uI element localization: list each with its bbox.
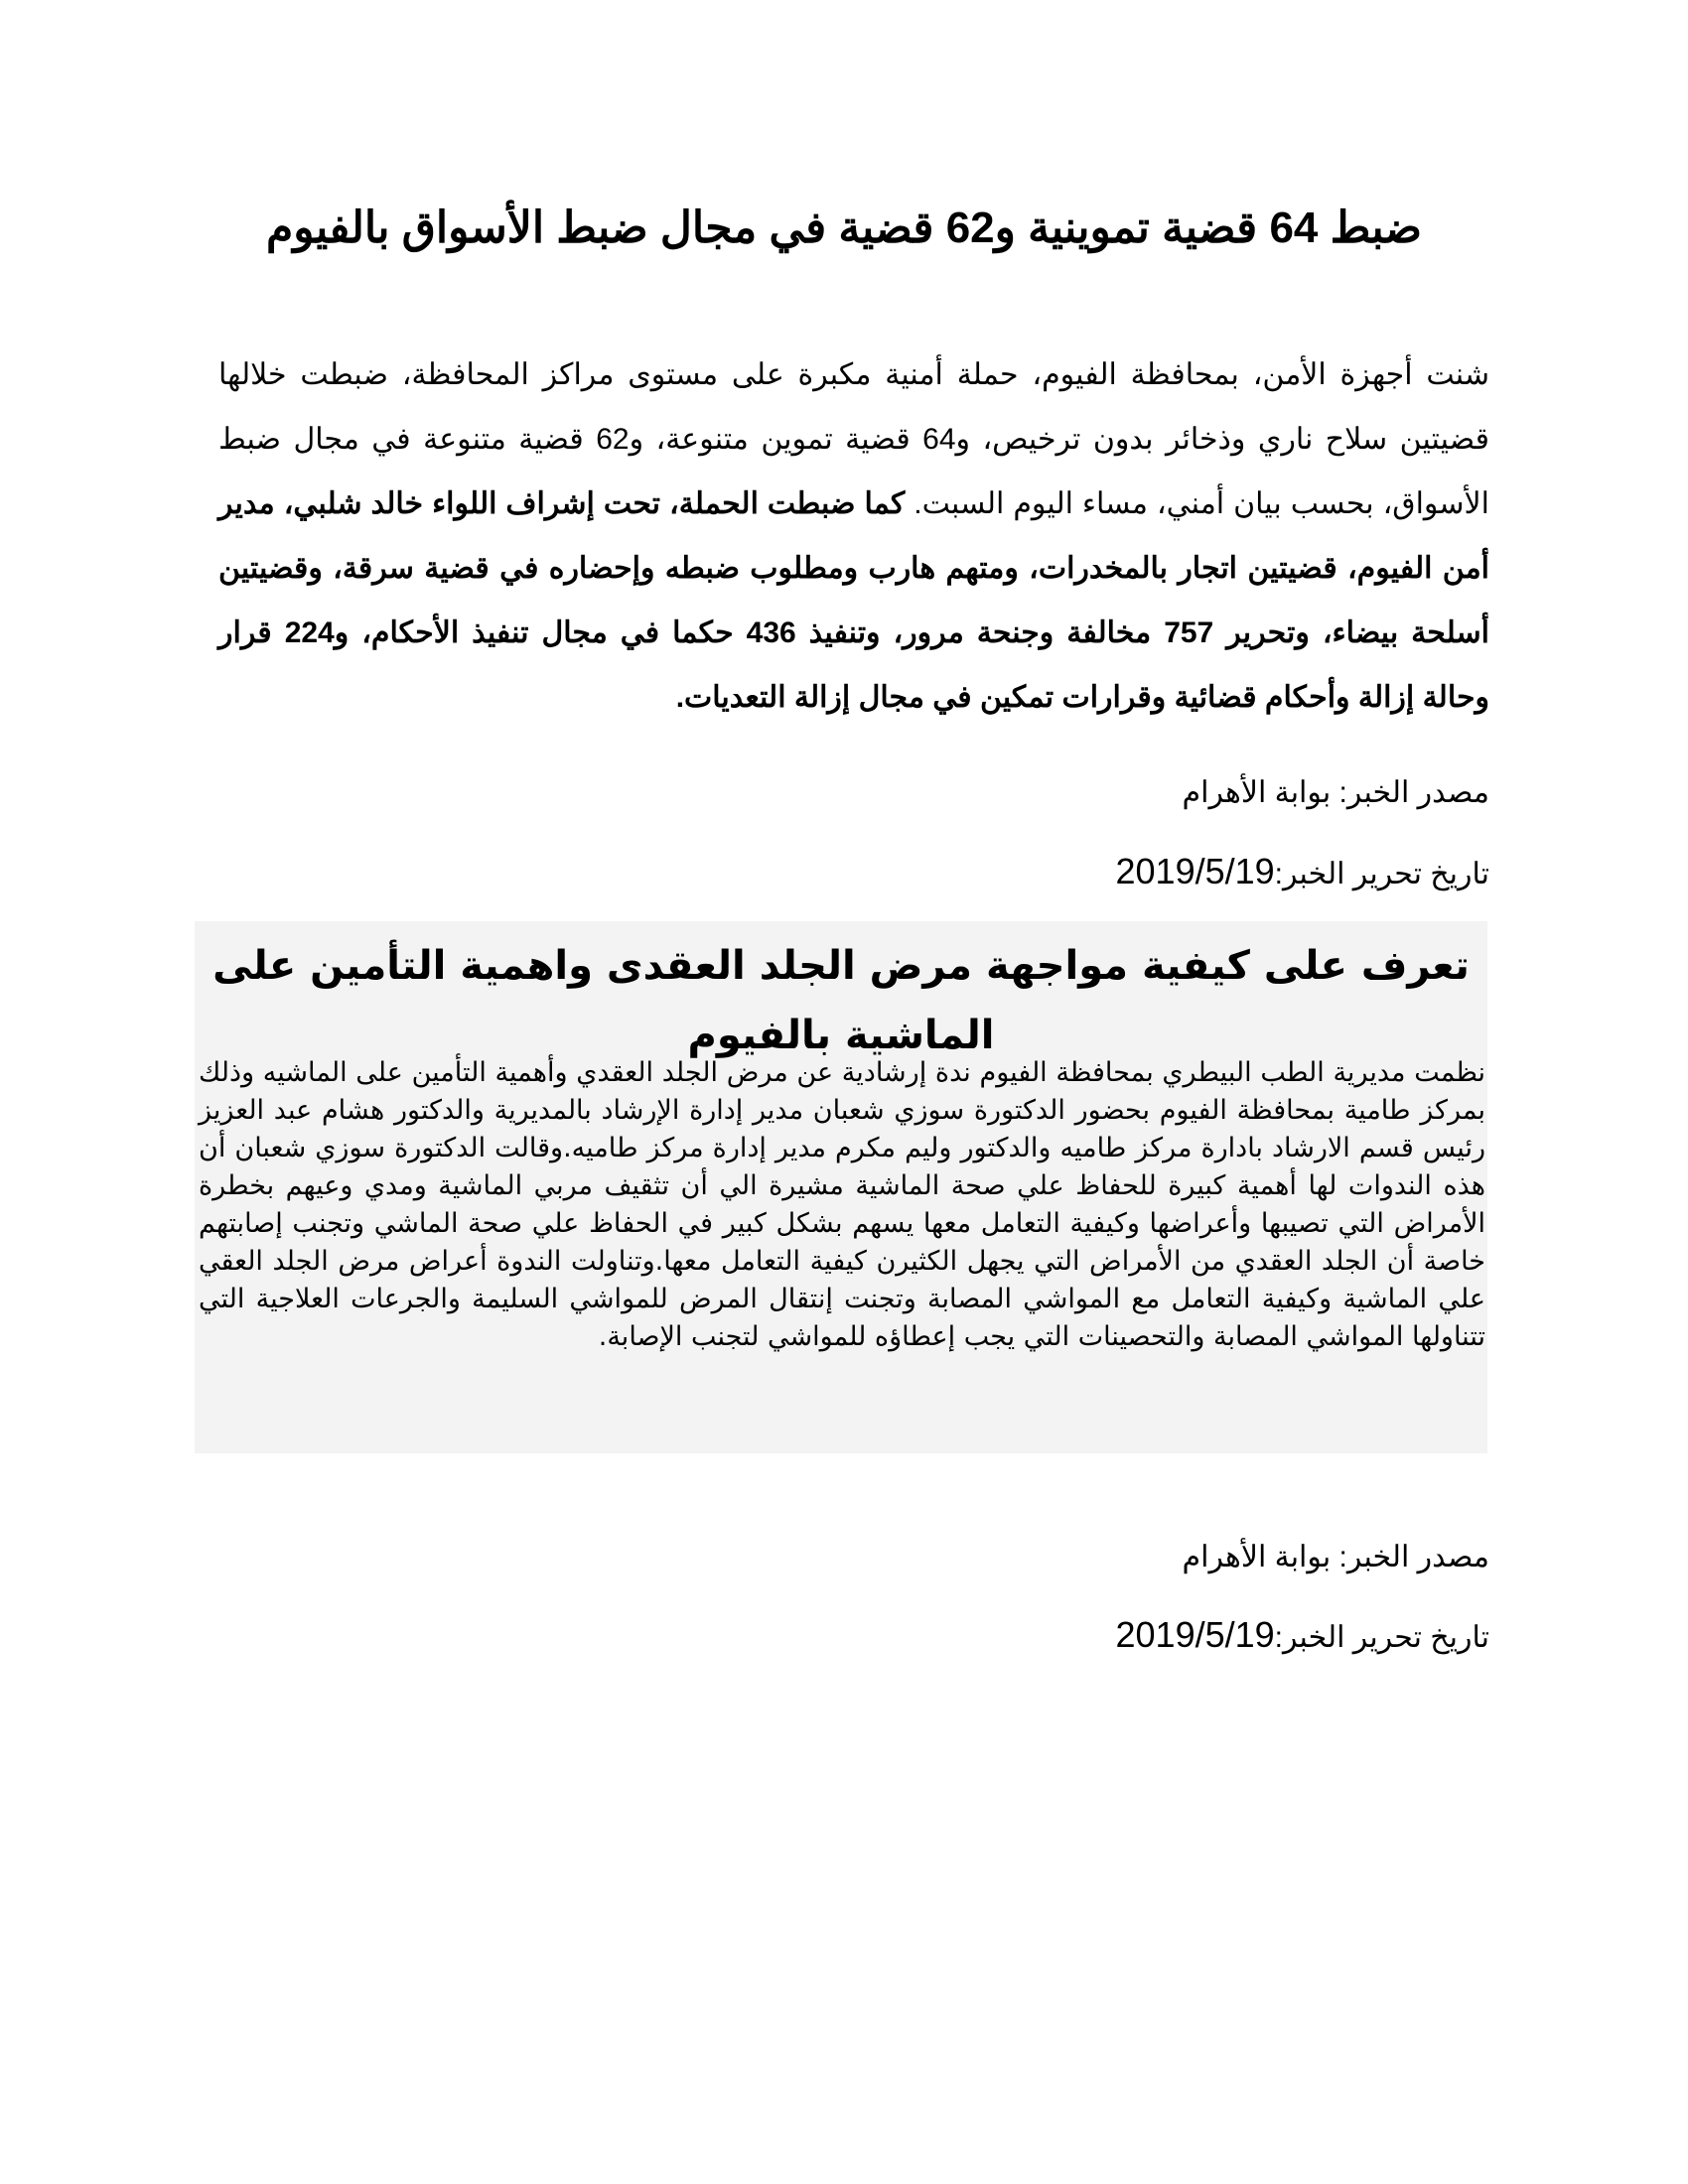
article-2-date-label: تاريخ تحرير الخبر:	[1274, 1621, 1489, 1654]
article-1-date-value: 2019/5/19	[1115, 851, 1275, 891]
article-2-date-value: 2019/5/19	[1115, 1614, 1275, 1655]
article-1-body-bold: كما ضبطت الحملة، تحت إشراف اللواء خالد شلبي، مدير أمن الفيوم، قضيتين اتجار بالمخدرات، ومتهم هارب ومطلوب ضبطه وإحضاره في قضية سرقة، وقضيتين أسلحة بيضاء، وتحرير 757 مخالفة وجنحة مرور، وتنفيذ 436 حكما في مجال تنفيذ الأحكام، و224 قرار وحالة إزالة وأحكام قضائية وقرارات تمكين في مجال إزالة التعديات.	[218, 487, 1489, 714]
article-2-body: نظمت مديرية الطب البيطري بمحافظة الفيوم ندة إرشادية عن مرض الجلد العقدي وأهمية التأمين على الماشيه وذلك بمركز طامية بمحافظة الفيوم بحضور الدكتورة سوزي شعبان مدير إدارة الإرشاد بالمديرية والدكتور هشام عبد العزيز رئيس قسم الارشاد بادارة مركز طاميه والدكتور وليم مكرم مدير إدارة مركز طاميه.وقالت الدكتورة سوزي شعبان أن هذه الندوات لها أهمية كبيرة للحفاظ علي صحة الماشية مشيرة الي أن تثقيف مربي الماشية ومدي وعيهم بخطرة الأمراض التي تصيبها وأعراضها وكيفية التعامل معها يسهم بشكل كبير في الحفاظ علي صحة الماشي وتجنب إصابتهم خاصة أن الجلد العقدي من الأمراض التي يجهل الكثيرن كيفية التعامل معها.وتناولت الندوة أعراض مرض الجلد العقي علي الماشية وكيفية التعامل مع المواشي المصابة وتجنت إنتقال المرض للمواشي السليمة والجرعات العلاجية التي تتناولها المواشي المصابة والتحصينات التي يجب إعطاؤه للمواشي لتجنب الإصابة.	[199, 1057, 1485, 1352]
article-2-source: مصدر الخبر: بوابة الأهرام	[1182, 1541, 1489, 1573]
article-2-title: تعرف على كيفية مواجهة مرض الجلد العقدى واهمية التأمين على الماشية بالفيوم	[212, 943, 1470, 1058]
article-1-date	[596, 850, 1489, 896]
article-2-date	[596, 1613, 1489, 1660]
article-1-body-regular: شنت أجهزة الأمن، بمحافظة الفيوم، حملة أمنية مكبرة على مستوى مراكز المحافظة، ضبطت خلالها قضيتين سلاح ناري وذخائر بدون ترخيص، و64 قضية تموين متنوعة، و62 قضية متنوعة في مجال ضبط الأسواق، بحسب بيان أمني، مساء اليوم السبت.	[218, 358, 1489, 520]
article-1-title: ضبط 64 قضية تموينية و62 قضية في مجال ضبط الأسواق بالفيوم	[265, 204, 1423, 252]
article-1-source: مصدر الخبر: بوابة الأهرام	[1182, 776, 1489, 809]
article-1-body	[218, 342, 1489, 730]
article-1-date-label: تاريخ تحرير الخبر:	[1274, 858, 1489, 890]
